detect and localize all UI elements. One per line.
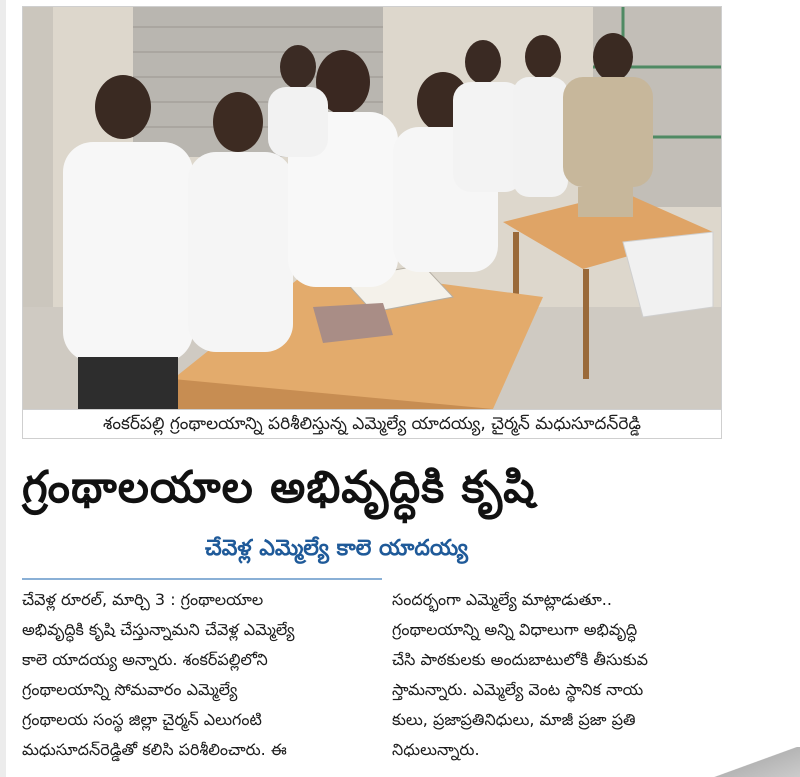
subheadline: చేవెళ్ల ఎమ్మెల్యే కాలె యాదయ్య — [205, 536, 468, 561]
article-line: చేవెళ్ల రూరల్, మార్చి 3 : గ్రంథాలయాల — [22, 590, 264, 609]
news-photo — [22, 6, 722, 410]
article-line: నిధులున్నారు. — [392, 740, 480, 759]
article-column-1 — [22, 585, 382, 765]
article-line: కాలె యాదయ్య అన్నారు. శంకర్‌పల్లిలోని — [22, 650, 268, 669]
article-line: గ్రంథాలయాన్ని అన్ని విధాలుగా అభివృద్ధి — [392, 620, 638, 639]
photo-left-rack — [23, 7, 53, 337]
article-line: గ్రంథాలయ సంస్థ జిల్లా చైర్మన్ ఎలుగంటి — [22, 710, 262, 729]
headline: గ్రంథాలయాల అభివృద్ధికి కృషి — [22, 462, 536, 513]
article-line: గ్రంథాలయాన్ని సోమవారం ఎమ్మెల్యే — [22, 680, 238, 699]
photo-caption: శంకర్‌పల్లి గ్రంథాలయాన్ని పరిశీలిస్తున్న ఎమ్మెల్యే యాదయ్య, చైర్మన్ మధుసూదన్‌రెడ్డి — [22, 410, 722, 439]
column-rule — [22, 578, 382, 580]
page-edge — [0, 0, 6, 777]
article-line: స్తామన్నారు. ఎమ్మెల్యే వెంట స్థానిక నాయ — [392, 680, 644, 699]
article-column-2 — [392, 585, 727, 765]
article-line: సందర్భంగా ఎమ్మెల్యే మాట్లాడుతూ.. — [392, 590, 612, 609]
page-corner-shadow — [690, 747, 800, 777]
article-line: కులు, ప్రజాప్రతినిధులు, మాజీ ప్రజా ప్రతి — [392, 710, 636, 729]
article-line: చేసి పాఠకులకు అందుబాటులోకి తీసుకువ — [392, 650, 648, 669]
photo-illustration — [23, 7, 721, 409]
article-line: మధుసూదన్‌రెడ్డితో కలిసి పరిశీలించారు. ఈ — [22, 740, 287, 759]
article-line: అభివృద్ధికి కృషి చేస్తున్నామని చేవెళ్ల ఎమ్మెల్యే — [22, 620, 295, 639]
